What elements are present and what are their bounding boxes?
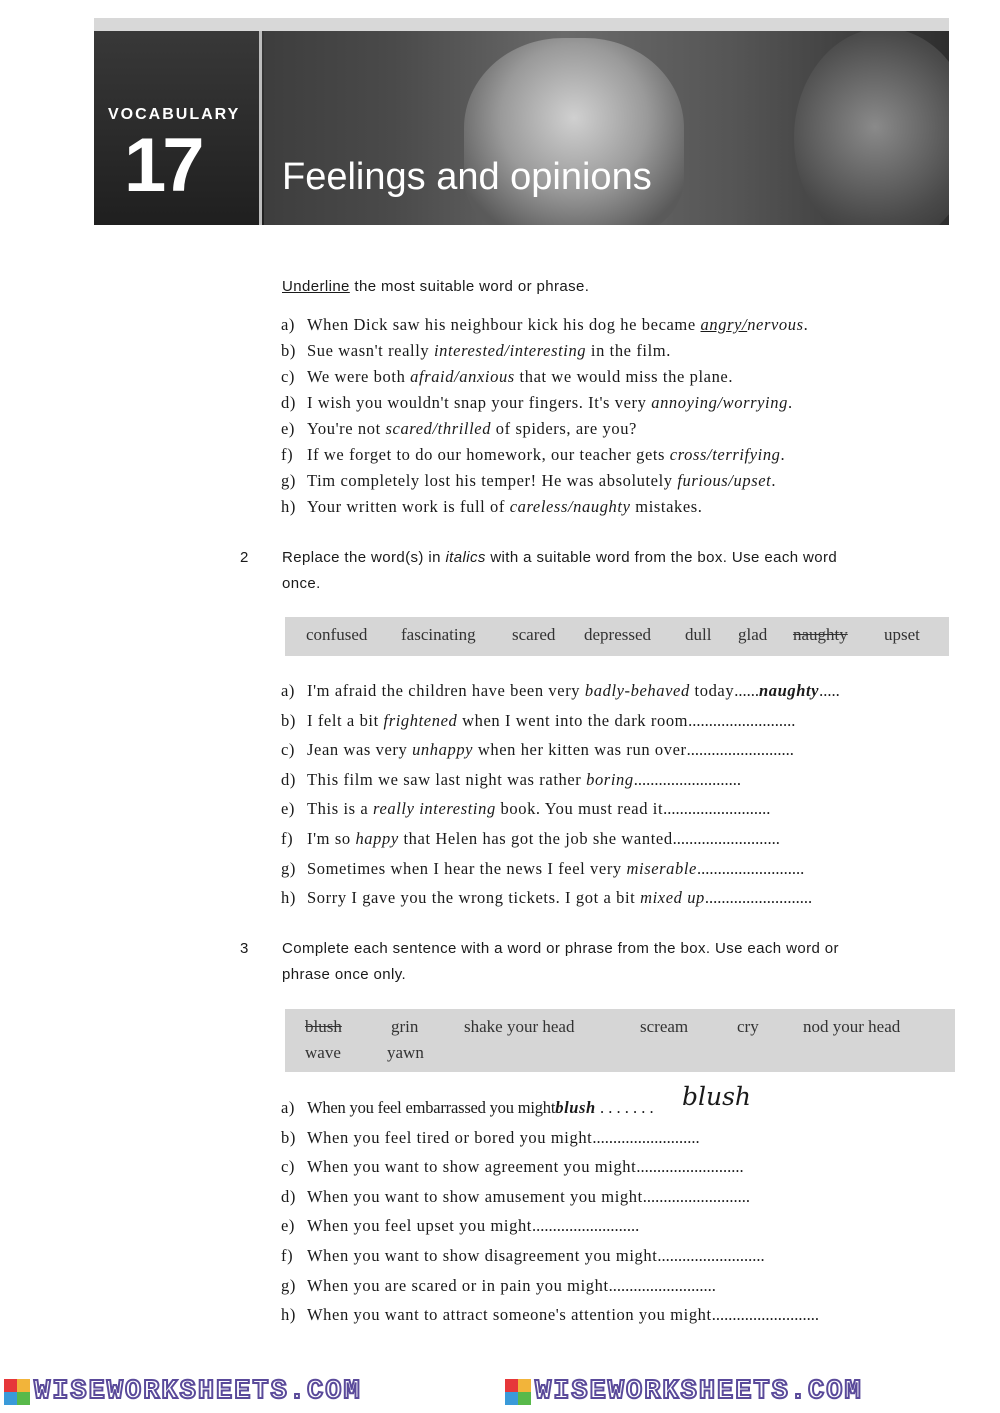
unit-label: VOCABULARY (108, 106, 241, 123)
answer-blank[interactable]: .......................... (636, 1157, 744, 1177)
list-item: a) I'm afraid the children have been very badly-behaved today......naughty..... (281, 681, 840, 700)
list-item: e) You're not scared/thrilled of spiders, are you? (281, 419, 637, 438)
list-item: b) Sue wasn't really interested/interesting in the film. (281, 341, 671, 360)
list-item: e) This is a really interesting book. You must read it.......................... (281, 799, 771, 819)
answer-blank[interactable]: .......................... (608, 1275, 716, 1295)
list-item: b) When you feel tired or bored you might.......................... (281, 1127, 700, 1147)
unit-number: 17 (124, 123, 201, 208)
box-word: cry (737, 1017, 759, 1036)
answer-blank[interactable]: .......................... (704, 888, 813, 908)
list-item: f) If we forget to do our homework, our teacher gets cross/terrifying. (281, 445, 786, 464)
list-item: g) Tim completely lost his temper! He was absolutely furious/upset. (281, 471, 777, 490)
answer-blank[interactable]: .......................... (642, 1186, 751, 1206)
list-item: c) Jean was very unhappy when her kitten was run over.......................... (281, 740, 794, 760)
answer-blank[interactable]: .......................... (688, 710, 796, 730)
list-item: e) When you feel upset you might.......................... (281, 1216, 640, 1236)
list-item: g) Sometimes when I hear the news I feel very miserable.......................... (281, 858, 805, 878)
answer-blank[interactable]: .......................... (711, 1305, 819, 1325)
list-item: h) Sorry I gave you the wrong tickets. I got a bit mixed up.......................... (281, 888, 813, 908)
list-item: h) When you want to attract someone's attention you might.......................... (281, 1305, 819, 1325)
wiseworksheets-logo[interactable] (4, 1377, 362, 1407)
list-item: b) I felt a bit frightened when I went into the dark room.......................... (281, 710, 796, 730)
logo-text: WISEWORKSHEETS.COM (535, 1377, 863, 1407)
header-banner (94, 18, 949, 225)
box-word: upset (884, 625, 920, 644)
answer-blank[interactable]: .......................... (531, 1216, 640, 1236)
word-options[interactable]: interested/interesting (433, 341, 587, 360)
box-word: dull (685, 625, 712, 644)
answer-blank[interactable]: .......................... (696, 858, 805, 878)
box-word: yawn (387, 1043, 424, 1062)
box-word: scared (512, 625, 556, 644)
handwritten-answer: blush (682, 1082, 752, 1111)
box-word: fascinating (401, 625, 476, 644)
box-word: glad (738, 625, 768, 644)
banner-photo-right-person (794, 28, 949, 225)
section2-list (281, 676, 961, 913)
footer-watermark (0, 1377, 1000, 1407)
option-underlined[interactable]: angry/ (700, 315, 748, 334)
list-item: h) Your written work is full of careless/naughty mistakes. (281, 497, 703, 516)
answer-blank[interactable]: .......................... (663, 799, 771, 819)
list-item: f) When you want to show disagreement you might.......................... (281, 1245, 765, 1265)
list-item: c) We were both afraid/anxious that we would miss the plane. (281, 367, 734, 386)
list-item: d) This film we saw last night was rather boring.......................... (281, 769, 741, 789)
section3-instruction: Complete each sentence with a word or phrase from the box. Use each word or phrase once only. (282, 940, 839, 983)
answer-blank[interactable]: .......................... (633, 769, 741, 789)
word-options[interactable]: careless/naughty (509, 497, 631, 516)
box-word: grin (391, 1017, 419, 1036)
word-options[interactable]: afraid/anxious (410, 367, 515, 386)
box-word-used: naughty (793, 625, 848, 644)
word-options[interactable]: scared/thrilled (385, 419, 492, 438)
box-word-used: blush (305, 1017, 342, 1036)
word-box-section2 (285, 617, 949, 656)
instruction-underline-word: Underline (282, 278, 350, 295)
answer-blank[interactable]: .......................... (657, 1245, 765, 1265)
instruction-text: the most suitable word or phrase. (349, 278, 590, 295)
banner-top-band (94, 18, 949, 31)
box-word: shake your head (464, 1017, 575, 1036)
page-title: Feelings and opinions (282, 156, 652, 198)
list-item: a) When Dick saw his neighbour kick his dog he became angry/nervous. (281, 315, 809, 334)
answer-blank[interactable]: .......................... (592, 1127, 700, 1147)
word-options[interactable]: cross/terrifying (669, 445, 781, 464)
box-word: depressed (584, 625, 652, 644)
list-item: a) When you feel embarrassed you mightblush . . . . . . . (281, 1098, 654, 1117)
logo-text: WISEWORKSHEETS.COM (34, 1377, 362, 1407)
section2-number: 2 (240, 549, 249, 566)
word-options[interactable]: furious/upset (677, 471, 772, 490)
section1-instruction (282, 274, 952, 300)
section1-list (281, 312, 961, 520)
list-item: g) When you are scared or in pain you might.......................... (281, 1275, 716, 1295)
wiseworksheets-badge-icon (505, 1379, 531, 1405)
wiseworksheets-logo[interactable] (505, 1377, 863, 1407)
section2-instruction: Replace the word(s) in italics with a suitable word from the box. Use each word once. (282, 549, 838, 592)
answer-text[interactable]: blush (555, 1098, 596, 1117)
list-item: d) When you want to show amusement you might.......................... (281, 1186, 751, 1206)
box-word: nod your head (803, 1017, 901, 1036)
list-item: d) I wish you wouldn't snap your fingers. It's very annoying/worrying. (281, 393, 793, 412)
box-word: scream (640, 1017, 689, 1036)
word-box-section3 (285, 1009, 955, 1072)
list-item: c) When you want to show agreement you might.......................... (281, 1157, 744, 1177)
answer-blank[interactable]: .......................... (686, 740, 794, 760)
wiseworksheets-badge-icon (4, 1379, 30, 1405)
list-item: f) I'm so happy that Helen has got the job she wanted.......................... (281, 828, 780, 848)
box-word: wave (305, 1043, 341, 1062)
banner-divider (259, 31, 262, 225)
word-options[interactable]: annoying/worrying (651, 393, 788, 412)
answer-text[interactable]: naughty (758, 681, 820, 700)
section3-list (281, 1093, 961, 1330)
box-word: confused (306, 625, 368, 644)
section3-number: 3 (240, 940, 249, 957)
answer-blank[interactable]: .......................... (672, 828, 780, 848)
